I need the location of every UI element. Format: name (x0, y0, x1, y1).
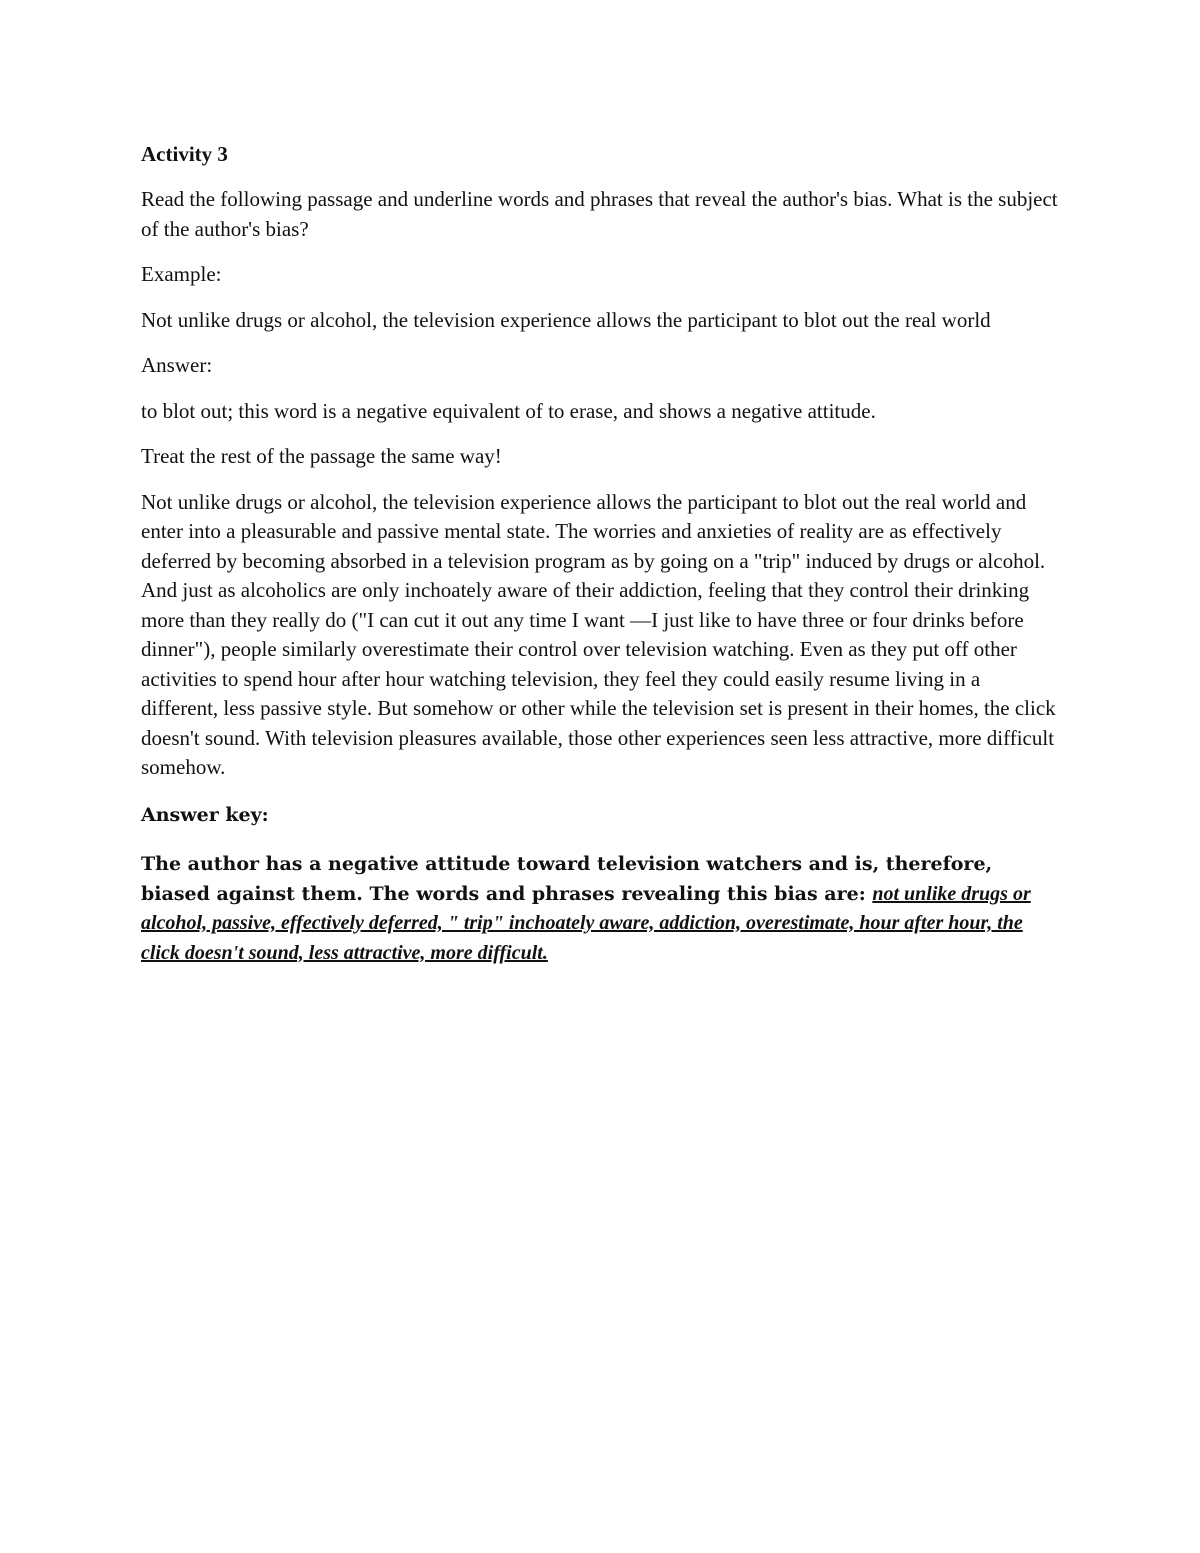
example-label: Example: (141, 262, 222, 286)
example-sentence: Not unlike drugs or alcohol, the television experience allows the participant to blot out the real world (141, 307, 991, 332)
answer-label: Answer: (141, 353, 213, 377)
bias-word-list: not unlike drugs or alcohol, passive, effectively deferred, " trip" inchoately aware, addiction, overestimate, hour after hour, the click doesn't sound, less attractive, more difficult. (141, 882, 1031, 964)
example-answer: to blot out; this word is a negative equivalent of to erase, and shows a negative attitude. (141, 398, 876, 423)
activity-title: Activity 3 (141, 142, 228, 166)
passage-paragraph: Not unlike drugs or alcohol, the television experience allows the participant to blot out the real world and enter into a pleasurable and passive mental state. The worries and anxieties of reality are as effectively deferred by becoming absorbed in a television program as by going on a "trip" induced by drugs or alcohol. And just as alcoholics are only inchoately aware of their addiction, feeling that they control their drinking more than they really do ("I can cut it out any time I want —I just like to have three or four drinks before dinner"), people similarly overestimate their control over television watching. Even as they put off other activities to spend hour after hour watching television, they feel they could easily resume living in a different, less passive style. But somehow or other while the television set is present in their homes, the click doesn't sound. With television pleasures available, those other experiences seen less attractive, more difficult somehow. (141, 489, 1056, 779)
instruction-treat-rest: Treat the rest of the passage the same way! (141, 444, 502, 468)
instructions-paragraph: Read the following passage and underline words and phrases that reveal the author's bias. What is the subject of the author's bias? (141, 187, 1058, 241)
answer-key-heading: Answer key: (141, 803, 269, 826)
document-page (141, 140, 1061, 968)
answer-key-intro: The author has a negative attitude toward television watchers and is, therefore, biased against them. The words and phrases revealing this bias are: (141, 853, 993, 905)
answer-key-paragraph (141, 850, 1061, 968)
